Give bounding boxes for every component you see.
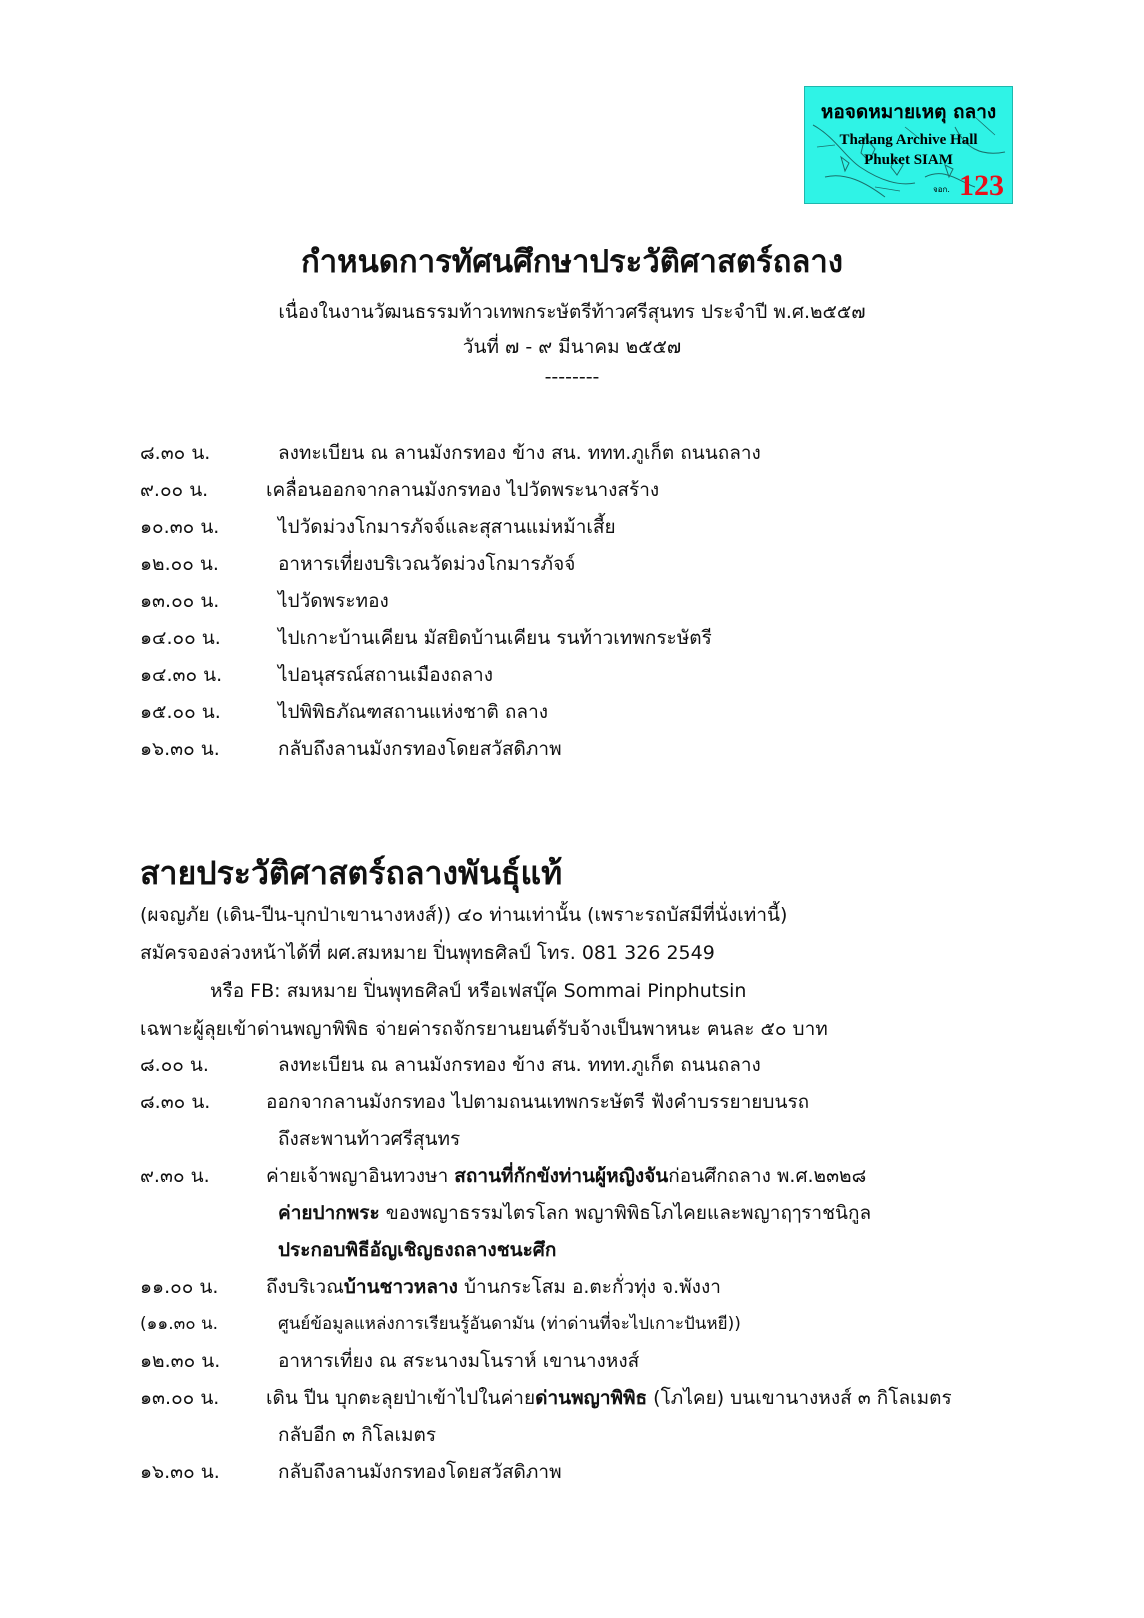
activity-highlight: ค่ายปากพระ xyxy=(278,1202,380,1224)
schedule-time: ๘.๓๐ น. xyxy=(140,1091,211,1113)
schedule-activity: อาหารเที่ยงบริเวณวัดม่วงโกมารภัจจ์ xyxy=(278,553,576,575)
logo-thai-name: หอจดหมายเหตุ ถลาง xyxy=(820,101,997,123)
activity-text: บ้านกระโสม อ.ตะกั่วทุ่ง จ.พังงา xyxy=(457,1276,721,1298)
activity-text: เดิน ปีน บุกตะลุยป่าเข้าไปในค่าย xyxy=(266,1387,536,1409)
schedule-time: ๑๒.๓๐ น. xyxy=(140,1350,221,1372)
schedule-time: ๑๓.๐๐ น. xyxy=(140,590,220,612)
facebook-contact: หรือ FB: สมหมาย ปิ่นพุทธศิลป์ หรือเฟสบุ๊ค Sommai Pinphutsin xyxy=(210,980,747,1002)
schedule-time: ๑๕.๐๐ น. xyxy=(140,701,221,723)
schedule-activity xyxy=(266,1385,952,1411)
page-title: กำหนดการทัศนศึกษาประวัติศาสตร์ถลาง xyxy=(301,244,843,280)
schedule-time: ๘.๐๐ น. xyxy=(140,1054,209,1076)
schedule-time: ๑๐.๓๐ น. xyxy=(140,516,220,538)
schedule-activity: ไปวัดพระทอง xyxy=(278,590,389,612)
schedule-activity xyxy=(266,1274,721,1300)
schedule-activity: ไปอนุสรณ์สถานเมืองถลาง xyxy=(278,664,494,686)
section-heading: สายประวัติศาสตร์ถลางพันธุ์แท้ xyxy=(140,854,563,892)
schedule-activity-continued: กลับอีก ๓ กิโลเมตร xyxy=(278,1424,437,1446)
logo-location: Phuket SIAM xyxy=(864,152,953,168)
schedule-activity: กลับถึงลานมังกรทองโดยสวัสดิภาพ xyxy=(278,1461,562,1483)
archive-logo xyxy=(804,86,1013,204)
schedule-activity-continued: ถึงสะพานท้าวศรีสุนทร xyxy=(278,1128,461,1150)
schedule-time: (๑๑.๓๐ น. xyxy=(140,1314,219,1334)
schedule-time: ๑๓.๐๐ น. xyxy=(140,1387,220,1409)
activity-text: ของพญาธรรมไตรโลก พญาพิพิธโภไคยและพญาฤๅราชนิกูล xyxy=(379,1202,872,1224)
schedule-time: ๑๑.๐๐ น. xyxy=(140,1276,219,1298)
activity-highlight: ด่านพญาพิพิธ xyxy=(535,1387,648,1409)
fee-note: เฉพาะผู้ลุยเข้าด่านพญาพิพิธ จ่ายค่ารถจักรยานยนต์รับจ้างเป็นพาหนะ ฅนละ ๕๐ บาท xyxy=(140,1018,828,1040)
schedule-activity-continued xyxy=(278,1200,871,1226)
logo-english-name: Thalang Archive Hall xyxy=(839,132,978,148)
activity-text: ก่อนศึกถลาง พ.ศ.๒๓๒๘ xyxy=(668,1165,867,1187)
schedule-activity: ศูนย์ข้อมูลแหล่งการเรียนรู้อันดามัน (ท่าด่านที่จะไปเกาะปันหยี)) xyxy=(278,1314,741,1334)
schedule-activity: เคลื่อนออกจากลานมังกรทอง ไปวัดพระนางสร้าง xyxy=(266,479,660,501)
schedule-activity xyxy=(266,1163,866,1189)
activity-text: (โภไคย) บนเขานางหงส์ ๓ กิโลเมตร xyxy=(647,1387,952,1409)
schedule-time: ๘.๓๐ น. xyxy=(140,442,211,464)
schedule-activity: ไปเกาะบ้านเคียน มัสยิดบ้านเคียน รนท้าวเทพกระษัตรี xyxy=(278,627,712,649)
schedule-time: ๑๖.๓๐ น. xyxy=(140,738,220,760)
schedule-time: ๙.๐๐ น. xyxy=(140,479,209,501)
schedule-time: ๑๔.๐๐ น. xyxy=(140,627,221,649)
event-date: วันที่ ๗ - ๙ มีนาคม ๒๕๕๗ xyxy=(462,336,682,358)
schedule-activity: ลงทะเบียน ณ ลานมังกรทอง ข้าง สน. ททท.ภูเก็ต ถนนถลาง xyxy=(278,1054,761,1076)
schedule-time: ๑๔.๓๐ น. xyxy=(140,664,223,686)
registration-info: สมัครจองล่วงหน้าได้ที่ ผศ.สมหมาย ปิ่นพุทธศิลป์ โทร. 081 326 2549 xyxy=(140,942,715,964)
activity-highlight: สถานที่กักขังท่านผู้หญิงจัน xyxy=(454,1165,669,1187)
schedule-activity: กลับถึงลานมังกรทองโดยสวัสดิภาพ xyxy=(278,738,562,760)
page-subtitle: เนื่องในงานวัฒนธรรมท้าวเทพกระษัตรีท้าวศรีสุนทร ประจำปี พ.ศ.๒๕๕๗ xyxy=(278,301,866,323)
activity-text: ค่ายเจ้าพญาอินทวงษา xyxy=(266,1165,455,1187)
divider: -------- xyxy=(544,366,600,388)
schedule-activity: ไปพิพิธภัณฑสถานแห่งชาติ ถลาง xyxy=(278,701,549,723)
schedule-activity: ไปวัดม่วงโกมารภัจจ์และสุสานแม่หม้าเสี้ย xyxy=(278,516,616,538)
schedule-time: ๑๒.๐๐ น. xyxy=(140,553,219,575)
activity-highlight: ประกอบพิธีอัญเชิญธงถลางชนะศึก xyxy=(278,1239,557,1261)
schedule-activity: ออกจากลานมังกรทอง ไปตามถนนเทพกระษัตรี ฟังคำบรรยายบนรถ xyxy=(266,1091,810,1113)
schedule-time: ๑๖.๓๐ น. xyxy=(140,1461,220,1483)
activity-highlight: บ้านชาวหลาง xyxy=(343,1276,458,1298)
section-intro: (ผจญภัย (เดิน-ปีน-บุกป่าเขานางหงส์)) ๔๐ ท่านเท่านั้น (เพราะรถบัสมีที่นั่งเท่านี้) xyxy=(140,904,788,926)
activity-text: ถึงบริเวณ xyxy=(266,1276,344,1298)
logo-number: 123 xyxy=(959,169,1004,202)
schedule-activity: อาหารเที่ยง ณ สระนางมโนราห์ เขานางหงส์ xyxy=(278,1350,640,1372)
schedule-activity: ลงทะเบียน ณ ลานมังกรทอง ข้าง สน. ททท.ภูเก็ต ถนนถลาง xyxy=(278,442,761,464)
schedule-time: ๙.๓๐ น. xyxy=(140,1165,210,1187)
logo-small-label: จอก. xyxy=(933,185,950,194)
schedule-activity-continued xyxy=(278,1237,556,1263)
